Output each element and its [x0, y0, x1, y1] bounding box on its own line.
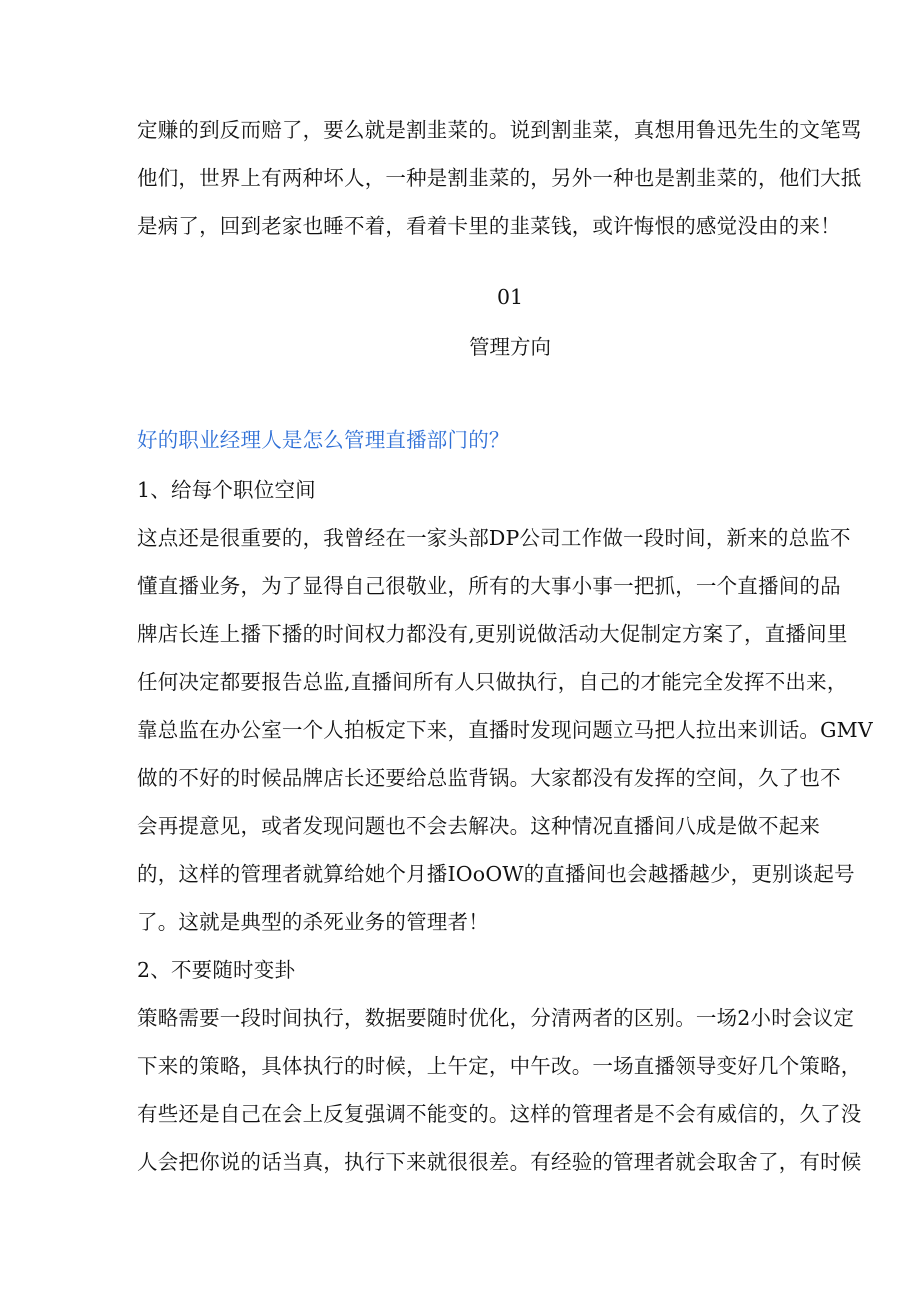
point-1-line-7: 会再提意见，或者发现问题也不会去解决。这种情况直播间八成是做不起来 [137, 814, 821, 838]
intro-line-2: 他们，世界上有两种坏人，一种是割韭菜的，另外一种也是割韭菜的，他们大抵 [137, 166, 862, 190]
section-title: 管理方向 [469, 335, 551, 359]
point-2-heading: 2、不要随时变卦 [137, 958, 296, 982]
point-2-line-2: 下来的策略，具体执行的时候，上午定，中午改。一场直播领导变好几个策略， [137, 1054, 862, 1078]
point-2-line-4: 人会把你说的话当真，执行下来就很很差。有经验的管理者就会取舍了，有时候 [137, 1150, 862, 1174]
point-1-line-2: 懂直播业务，为了显得自己很敬业，所有的大事小事一把抓，一个直播间的品 [137, 574, 841, 598]
point-1-line-4: 任何决定都要报告总监,直播间所有人只做执行，自己的才能完全发挥不出来， [137, 670, 848, 694]
point-1-heading: 1、给每个职位空间 [137, 478, 316, 502]
section-question: 好的职业经理人是怎么管理直播部门的？ [137, 428, 510, 452]
point-1-line-1: 这点还是很重要的，我曾经在一家头部DP公司工作做一段时间，新来的总监不 [137, 526, 851, 550]
intro-line-1: 定赚的到反而赔了，要么就是割韭菜的。说到割韭菜，真想用鲁迅先生的文笔骂 [137, 118, 862, 142]
point-1-line-9: 了。这就是典型的杀死业务的管理者！ [137, 910, 489, 934]
section-number: 01 [496, 285, 524, 309]
point-2-line-1: 策略需要一段时间执行，数据要随时优化，分清两者的区别。一场2小时会议定 [137, 1006, 855, 1030]
point-1-line-6: 做的不好的时候品牌店长还要给总监背锅。大家都没有发挥的空间，久了也不 [137, 766, 841, 790]
intro-line-3: 是病了，回到老家也睡不着，看着卡里的韭菜钱，或许悔恨的感觉没由的来！ [137, 214, 841, 238]
point-2-line-3: 有些还是自己在会上反复强调不能变的。这样的管理者是不会有威信的，久了没 [137, 1102, 862, 1126]
point-1-line-8: 的，这样的管理者就算给她个月播IOoOW的直播间也会越播越少，更别谈起号 [137, 862, 855, 886]
point-1-line-3: 牌店长连上播下播的时间权力都没有,更别说做活动大促制定方案了，直播间里 [137, 622, 848, 646]
point-1-line-5: 靠总监在办公室一个人拍板定下来，直播时发现问题立马把人拉出来训话。GMV [137, 718, 873, 742]
